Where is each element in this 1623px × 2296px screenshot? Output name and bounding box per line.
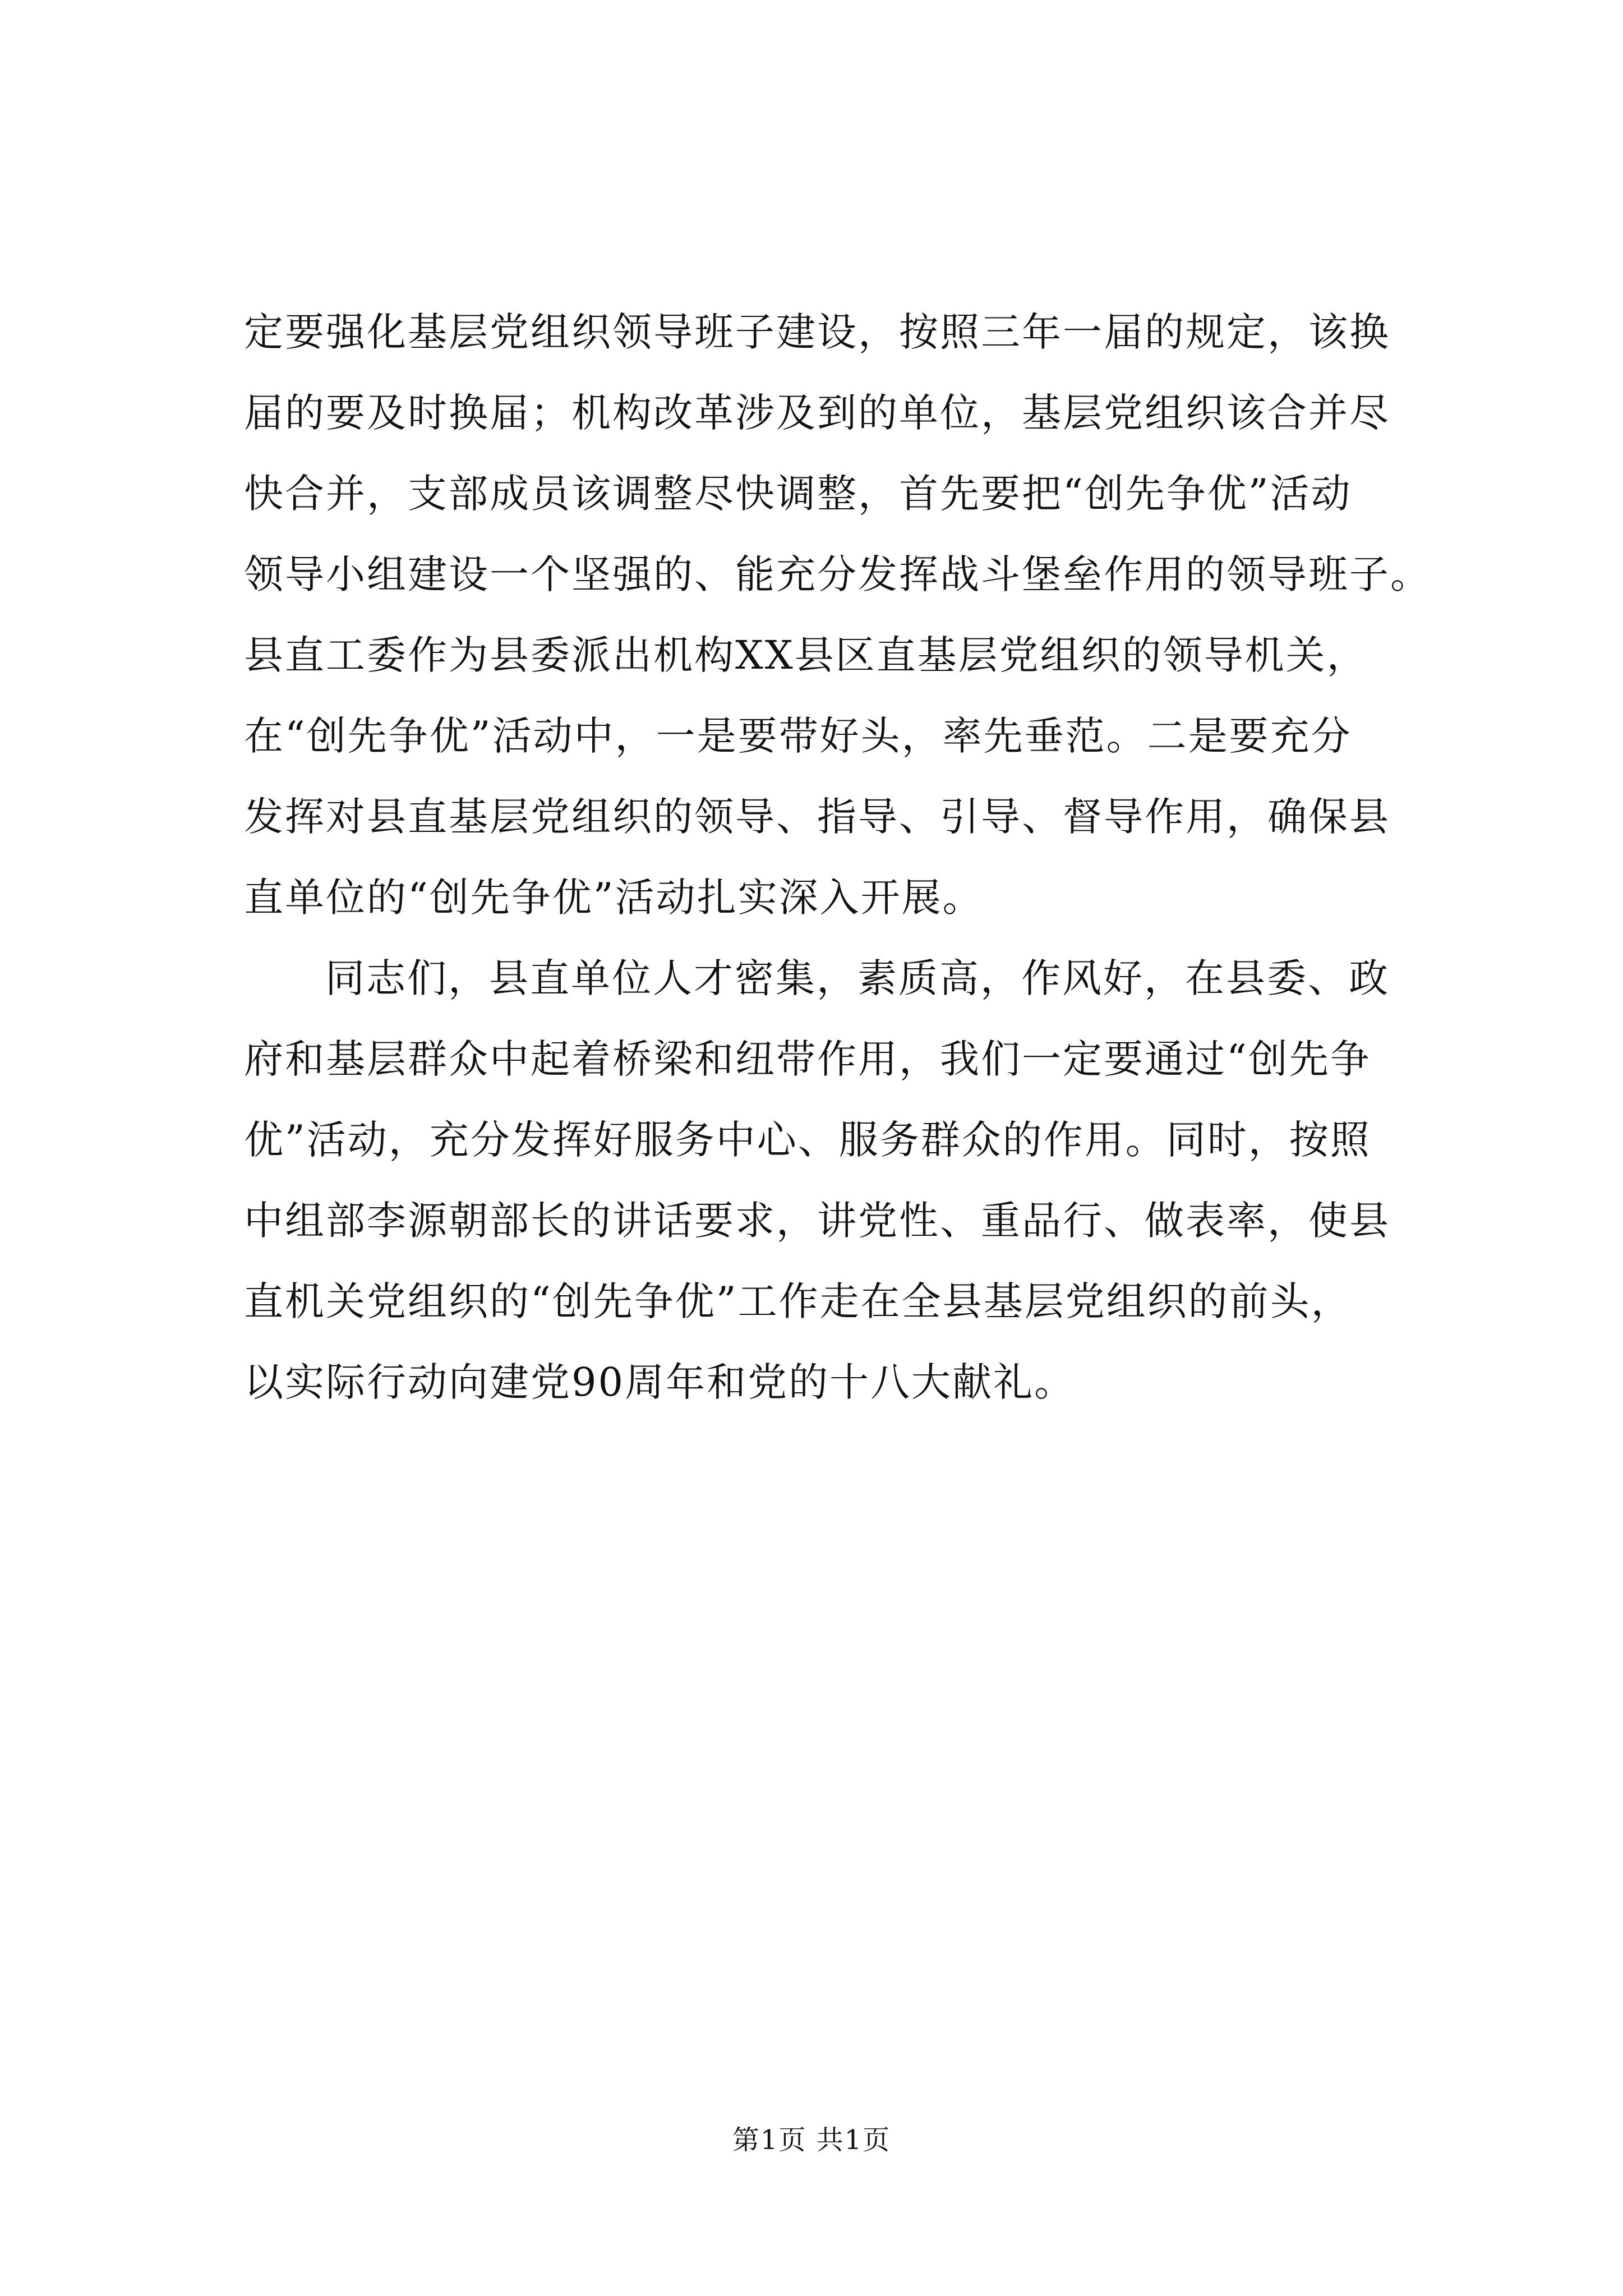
document-body [244, 292, 1431, 1423]
text-line: 中组部李源朝部长的讲话要求，讲党性、重品行、做表率，使县 [244, 1198, 1390, 1244]
text-line: 定要强化基层党组织领导班子建设，按照三年一届的规定，该换 [244, 309, 1390, 355]
text-line: 届的要及时换届；机构改革涉及到的单位，基层党组织该合并尽 [244, 390, 1390, 436]
page-number: 第1页 共1页 [732, 2124, 891, 2156]
text-line: 领导小组建设一个坚强的、能充分发挥战斗堡垒作用的领导班子。 [244, 551, 1431, 597]
page-footer [0, 2123, 1623, 2157]
text-line: 优”活动，充分发挥好服务中心、服务群众的作用。同时，按照 [244, 1117, 1371, 1163]
text-line: 府和基层群众中起着桥梁和纽带作用，我们一定要通过“创先争 [244, 1036, 1371, 1082]
text-line: 发挥对县直基层党组织的领导、指导、引导、督导作用，确保县 [244, 794, 1390, 840]
text-line: 县直工委作为县委派出机构XX县区直基层党组织的领导机关， [244, 632, 1368, 678]
text-line: 直单位的“创先争优”活动扎实深入开展。 [244, 875, 984, 921]
text-line: 直机关党组织的“创先争优”工作走在全县基层党组织的前头， [244, 1278, 1352, 1324]
text-line: 快合并，支部成员该调整尽快调整，首先要把“创先争优”活动 [244, 471, 1352, 517]
paragraph-first-line: 同志们，县直单位人才密集，素质高，作风好，在县委、政 [325, 955, 1390, 1001]
text-line: 在“创先争优”活动中，一是要带好头，率先垂范。二是要充分 [244, 713, 1352, 759]
text-line: 以实际行动向建党90周年和党的十八大献礼。 [244, 1359, 1076, 1405]
